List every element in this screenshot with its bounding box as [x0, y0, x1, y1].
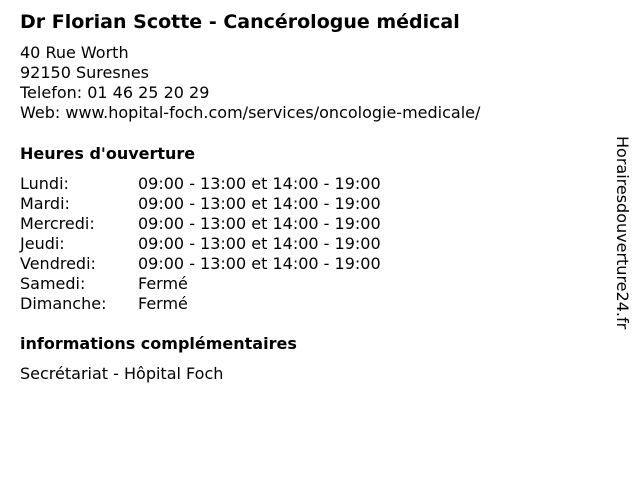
day-hours: Fermé	[138, 274, 188, 293]
day-hours: 09:00 - 13:00 et 14:00 - 19:00	[138, 214, 381, 233]
hours-row-thursday	[20, 234, 381, 254]
address-block	[20, 43, 480, 123]
hours-row-saturday	[20, 274, 381, 294]
day-label: Lundi:	[20, 174, 69, 193]
day-hours: 09:00 - 13:00 et 14:00 - 19:00	[138, 234, 381, 253]
info-heading: informations complémentaires	[20, 334, 297, 353]
day-label: Mercredi:	[20, 214, 95, 233]
page-title: Dr Florian Scotte - Cancérologue médical	[20, 11, 460, 33]
hours-row-sunday	[20, 294, 381, 314]
phone-number: Telefon: 01 46 25 20 29	[20, 83, 210, 102]
street-address: 40 Rue Worth	[20, 43, 129, 62]
day-hours: 09:00 - 13:00 et 14:00 - 19:00	[138, 174, 381, 193]
website-line: Web: www.hopital-foch.com/services/oncologie-medicale/	[20, 103, 481, 122]
day-label: Vendredi:	[20, 254, 96, 273]
day-label: Mardi:	[20, 194, 70, 213]
hours-row-monday	[20, 174, 381, 194]
day-hours: 09:00 - 13:00 et 14:00 - 19:00	[138, 254, 381, 273]
hours-row-friday	[20, 254, 381, 274]
day-label: Samedi:	[20, 274, 86, 293]
hours-row-wednesday	[20, 214, 381, 234]
hours-row-tuesday	[20, 194, 381, 214]
day-hours: 09:00 - 13:00 et 14:00 - 19:00	[138, 194, 381, 213]
day-label: Dimanche:	[20, 294, 107, 313]
day-label: Jeudi:	[20, 234, 65, 253]
postal-city: 92150 Suresnes	[20, 63, 150, 82]
site-watermark: Horairesdouverture24.fr	[613, 136, 632, 330]
hours-table	[20, 174, 381, 314]
hours-heading: Heures d'ouverture	[20, 144, 196, 163]
info-text: Secrétariat - Hôpital Foch	[20, 364, 224, 383]
day-hours: Fermé	[138, 294, 188, 313]
